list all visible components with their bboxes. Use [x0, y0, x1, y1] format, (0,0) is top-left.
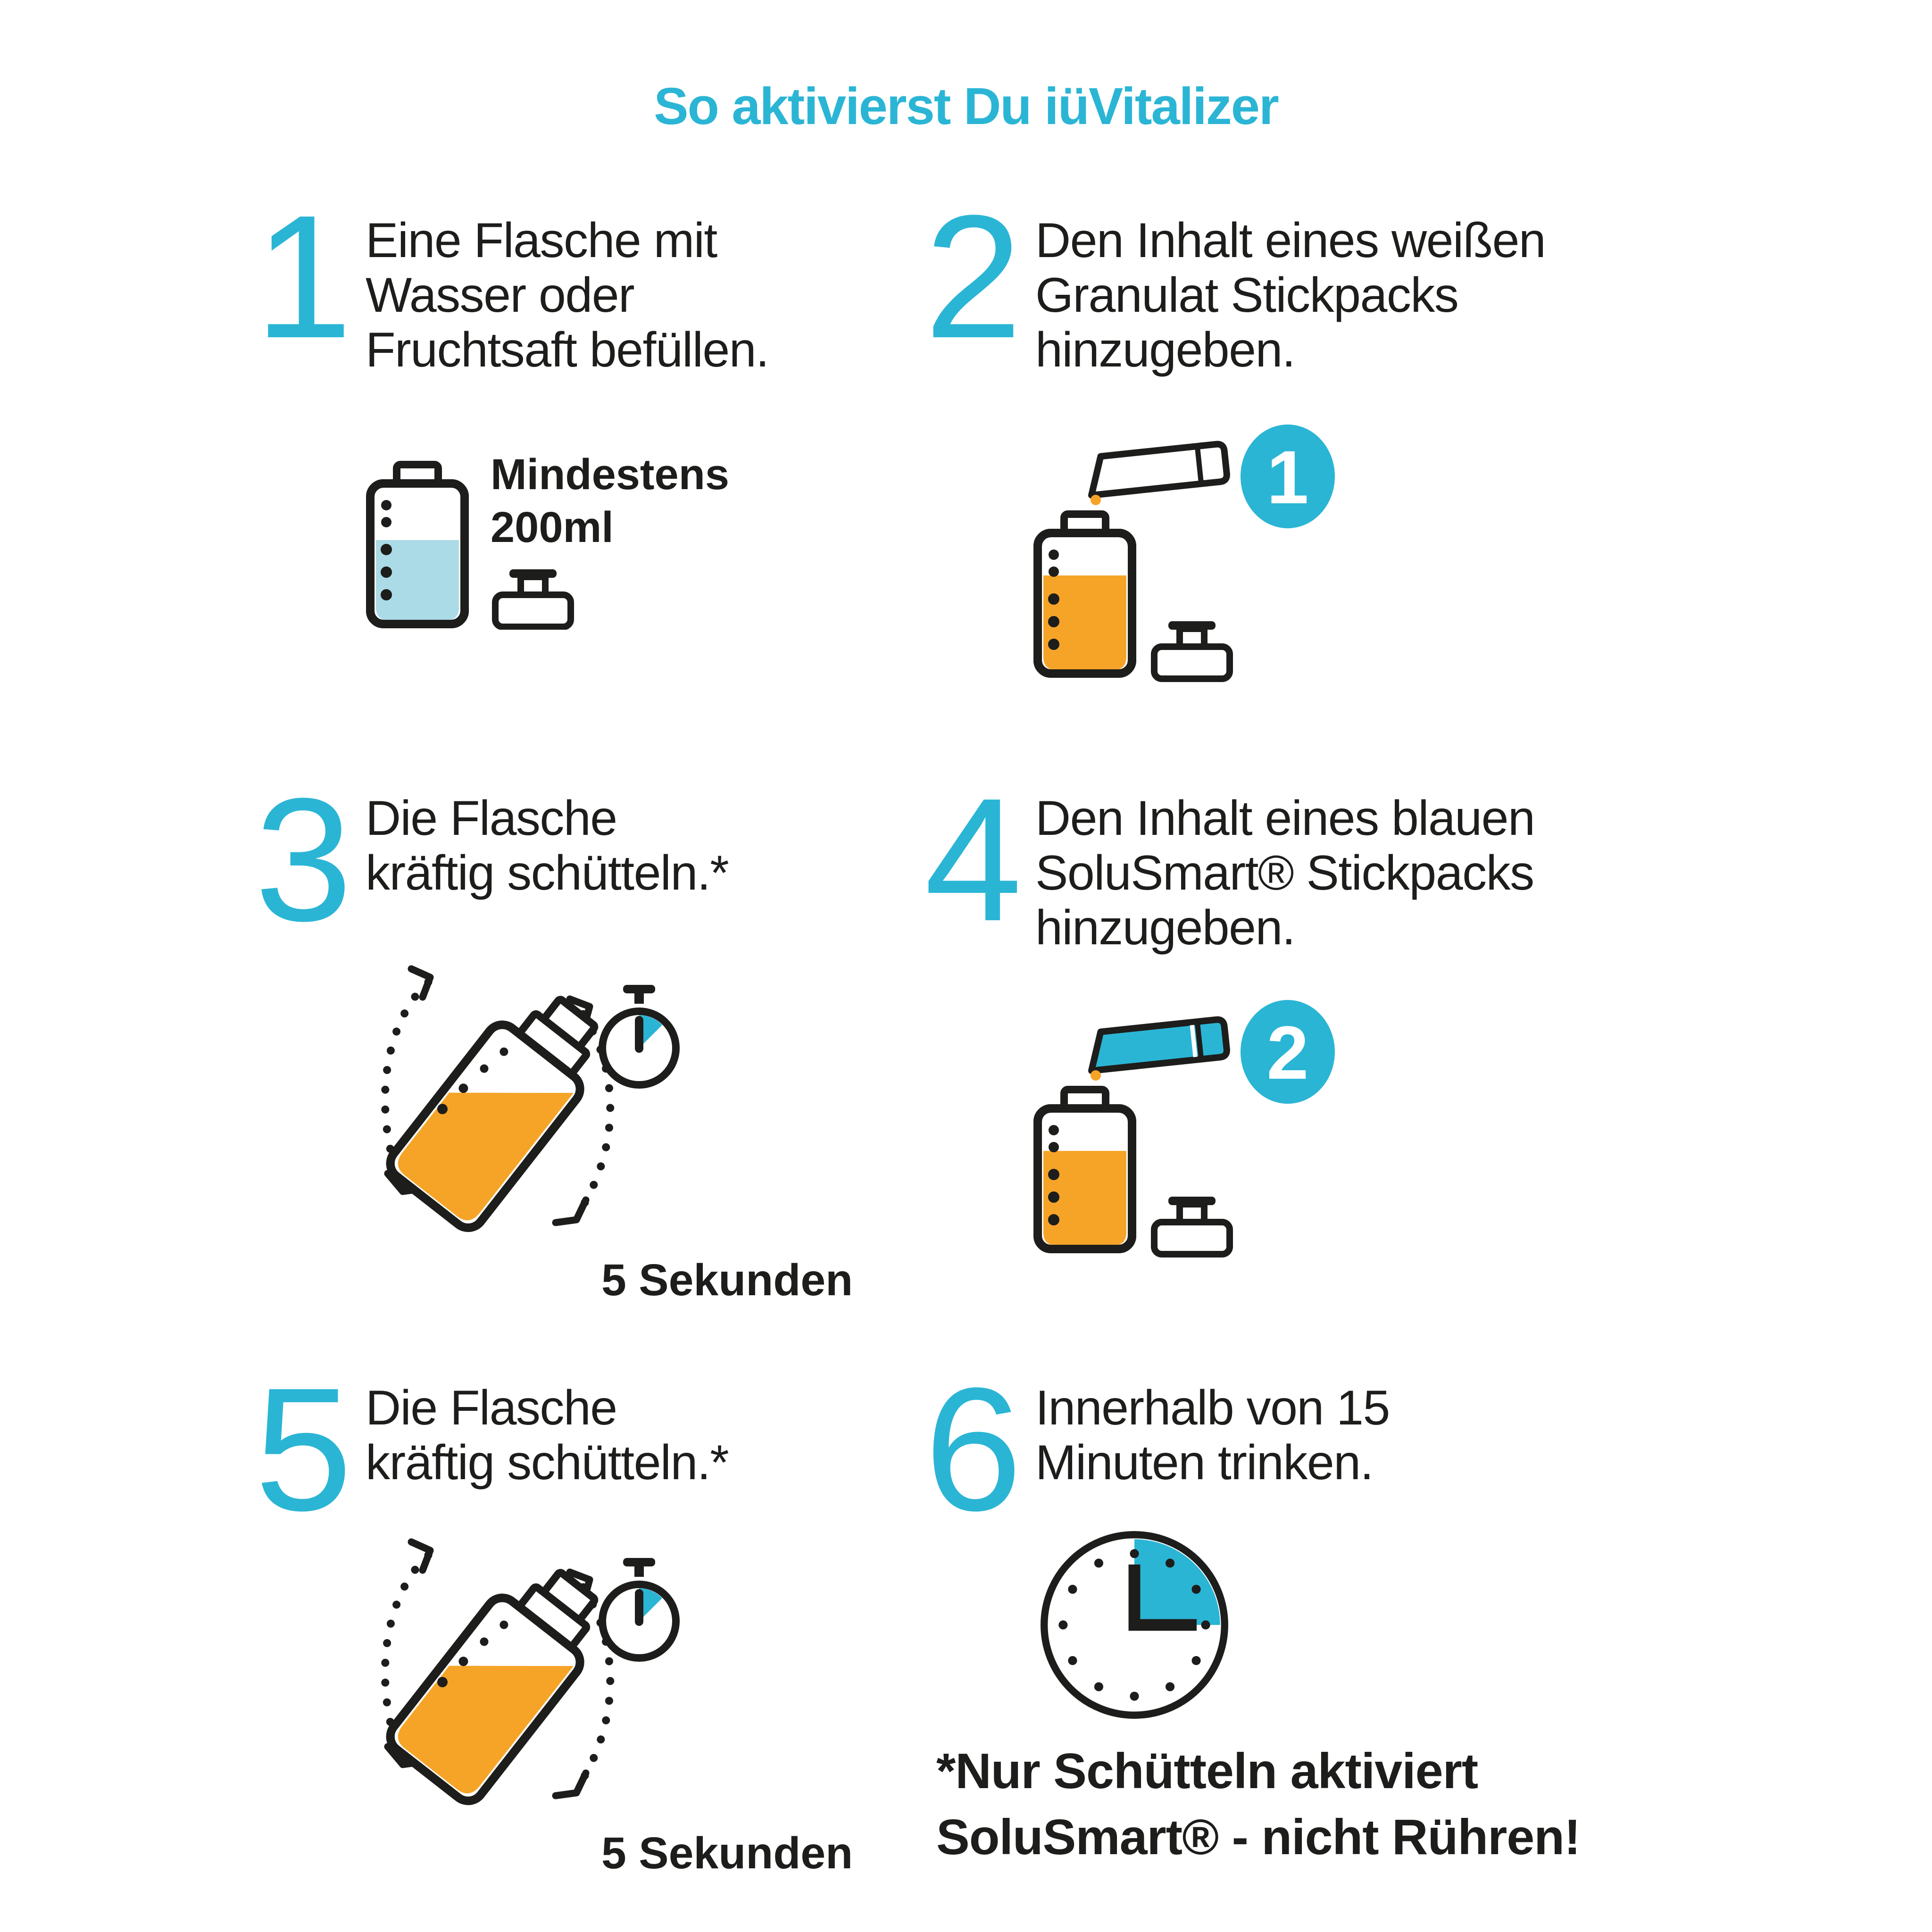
min-amount-line: Mindestens — [491, 450, 730, 499]
step-4-line: SoluSmart® Stickpacks — [1035, 846, 1534, 900]
orange-bottle-icon — [1038, 514, 1132, 674]
step-5-line: Die Flasche — [366, 1381, 617, 1435]
step-3-number: 3 — [255, 761, 350, 958]
bottle-cap-icon — [491, 568, 575, 630]
step-4-illustration — [1031, 993, 1455, 1285]
blue-stickpack-icon — [1088, 1019, 1228, 1071]
bottle-cap-icon — [1154, 621, 1230, 679]
footnote-line: *Nur Schütteln aktiviert — [936, 1743, 1478, 1799]
step-5-illustration — [358, 1531, 972, 1899]
add-white-stickpack-scene — [1031, 417, 1455, 710]
step-1-line: Fruchtsaft befüllen. — [366, 323, 769, 377]
step-1-number: 1 — [255, 178, 350, 375]
badge-number: 2 — [1266, 1010, 1309, 1095]
step-2-line: hinzugeben. — [1035, 323, 1295, 377]
water-bottle-icon — [366, 460, 469, 630]
step-5-number: 5 — [255, 1351, 350, 1547]
tilted-bottle — [384, 977, 619, 1234]
min-amount-line: 200ml — [491, 503, 614, 551]
step-2-illustration — [1031, 417, 1455, 710]
shake-bottle-icon — [358, 1531, 623, 1814]
shake-bottle-icon — [358, 958, 623, 1241]
stopwatch-icon — [597, 985, 682, 1093]
shake-arrow — [556, 1200, 586, 1223]
step-6-number: 6 — [924, 1351, 1019, 1547]
bottle-cap-icon — [1154, 1197, 1230, 1254]
white-stickpack-icon — [1088, 443, 1228, 495]
quarter-wedge — [1134, 1539, 1220, 1625]
step-1-line: Eine Flasche mit — [366, 213, 717, 268]
step-1-text — [366, 213, 768, 377]
min-amount-caption — [491, 448, 729, 554]
watch-hand — [635, 1016, 643, 1053]
step-2-text — [1035, 213, 1545, 377]
step-3-text — [366, 791, 728, 900]
step-6-text — [1035, 1381, 1390, 1490]
stopwatch-icon — [597, 1558, 682, 1666]
step-6-line: Minuten trinken. — [1035, 1435, 1373, 1490]
step-4-text — [1035, 791, 1534, 955]
step-3-line: kräftig schütteln.* — [366, 846, 729, 900]
orange-bottle-icon — [1038, 1090, 1132, 1249]
step-5-line: kräftig schütteln.* — [366, 1435, 729, 1490]
seconds-caption: 5 Sekunden — [601, 1828, 853, 1878]
add-blue-stickpack-scene — [1031, 993, 1455, 1285]
stickpack-seal — [1198, 1024, 1201, 1057]
footnote — [936, 1738, 1580, 1870]
step-5-text — [366, 1381, 728, 1490]
step-2-number: 2 — [924, 178, 1019, 375]
step-4-number: 4 — [924, 761, 1019, 958]
clock-15min-icon — [1031, 1521, 1238, 1729]
step-1-line: Wasser oder — [366, 268, 634, 323]
step-4-line: Den Inhalt eines blauen — [1035, 791, 1535, 846]
footnote-line: SoluSmart® - nicht Rühren! — [936, 1809, 1581, 1865]
page-title: So aktivierst Du iüVitalizer — [654, 77, 1278, 135]
seconds-caption: 5 Sekunden — [601, 1255, 853, 1305]
stickpack-seal — [1198, 449, 1201, 482]
step-2-line: Den Inhalt eines weißen — [1035, 213, 1546, 268]
step-1-illustration — [366, 450, 932, 658]
badge-number: 1 — [1266, 435, 1309, 519]
step-3-line: Die Flasche — [366, 791, 617, 846]
step-2-line: Granulat Stickpacks — [1035, 268, 1458, 323]
step-6-line: Innerhalb von 15 — [1035, 1381, 1390, 1435]
step-4-line: hinzugeben. — [1035, 900, 1295, 955]
step-6-illustration — [1031, 1521, 1248, 1738]
step-3-illustration — [358, 958, 972, 1325]
